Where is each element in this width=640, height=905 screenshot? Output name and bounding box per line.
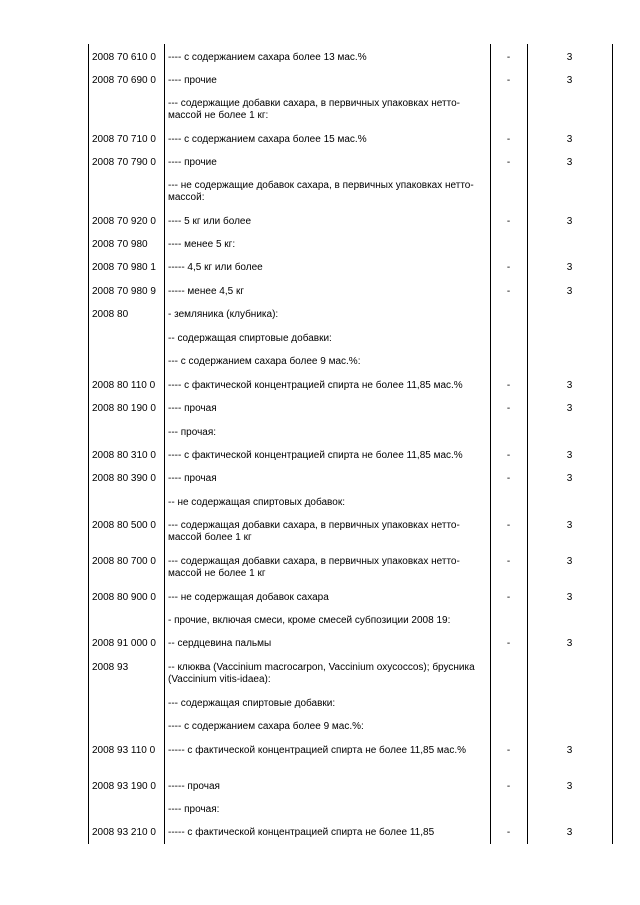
goods-description: ----- с фактической концентрацией спирта не более 11,85 мас.% [168, 745, 467, 756]
duty-rate: 3 [566, 450, 573, 461]
duty-rate: 3 [566, 781, 573, 792]
goods-description: -- клюква (Vaccinium macrocarpon, Vaccinium oxycoccos); брусника (Vaccinium vitis-idaea): [168, 662, 475, 685]
unit-cell: - [506, 827, 511, 838]
goods-description: ---- 5 кг или более [168, 216, 252, 227]
unit-cell: - [506, 157, 511, 168]
duty-rate: 3 [566, 380, 573, 391]
goods-description: ---- с содержанием сахара более 15 мас.% [168, 134, 367, 145]
goods-description: ---- с содержанием сахара более 9 мас.%: [168, 721, 364, 732]
duty-rate: 3 [566, 286, 573, 297]
tariff-code: 2008 70 920 0 [92, 216, 156, 227]
duty-rate: 3 [566, 75, 573, 86]
tariff-code: 2008 93 190 0 [92, 781, 156, 792]
unit-cell: - [506, 781, 511, 792]
goods-description: ---- с фактической концентрацией спирта не более 11,85 мас.% [168, 450, 463, 461]
goods-description: --- прочая: [168, 427, 217, 438]
unit-cell: - [506, 134, 511, 145]
goods-description: ----- с фактической концентрацией спирта не более 11,85 [168, 827, 435, 838]
tariff-code: 2008 93 210 0 [92, 827, 156, 838]
unit-cell: - [506, 592, 511, 603]
goods-description: ---- менее 5 кг: [168, 239, 236, 250]
tariff-code: 2008 80 900 0 [92, 592, 156, 603]
goods-description: --- содержащая добавки сахара, в первичных упаковках нетто-массой не более 1 кг [168, 556, 460, 579]
goods-description: --- содержащие добавки сахара, в первичных упаковках нетто-массой не более 1 кг: [168, 98, 460, 121]
goods-description: -- содержащая спиртовые добавки: [168, 333, 332, 344]
tariff-code: 2008 80 190 0 [92, 403, 156, 414]
tariff-code: 2008 70 690 0 [92, 75, 156, 86]
tariff-code: 2008 80 500 0 [92, 520, 156, 531]
goods-description: ---- прочая: [168, 804, 220, 815]
tariff-code: 2008 70 980 [92, 239, 148, 250]
duty-rate: 3 [566, 403, 573, 414]
duty-rate: 3 [566, 157, 573, 168]
duty-rate: 3 [566, 638, 573, 649]
column-rule-right [612, 44, 613, 844]
unit-cell: - [506, 286, 511, 297]
tariff-code: 2008 80 [92, 309, 129, 320]
unit-cell: - [506, 52, 511, 63]
unit-cell: - [506, 473, 511, 484]
goods-description: ----- 4,5 кг или более [168, 262, 263, 273]
goods-description: ---- прочая [168, 403, 217, 414]
unit-cell: - [506, 216, 511, 227]
goods-description: --- не содержащие добавок сахара, в первичных упаковках нетто-массой: [168, 180, 474, 203]
goods-description: ---- прочие [168, 75, 217, 86]
tariff-code: 2008 80 700 0 [92, 556, 156, 567]
tariff-code: 2008 93 110 0 [92, 745, 156, 756]
duty-rate: 3 [566, 262, 573, 273]
tariff-code: 2008 93 [92, 662, 129, 673]
unit-cell: - [506, 520, 511, 531]
goods-description: -- не содержащая спиртовых добавок: [168, 497, 345, 508]
duty-rate: 3 [566, 827, 573, 838]
column-rule-code [164, 44, 165, 844]
goods-description: --- содержащая спиртовые добавки: [168, 698, 336, 709]
duty-rate: 3 [566, 134, 573, 145]
tariff-code: 2008 70 610 0 [92, 52, 156, 63]
tariff-code: 2008 70 980 1 [92, 262, 156, 273]
goods-description: ----- прочая [168, 781, 220, 792]
tariff-code: 2008 70 710 0 [92, 134, 156, 145]
duty-rate: 3 [566, 520, 573, 531]
goods-description: ---- с фактической концентрацией спирта не более 11,85 мас.% [168, 380, 463, 391]
column-rule-left [88, 44, 89, 844]
tariff-code: 2008 91 000 0 [92, 638, 156, 649]
duty-rate: 3 [566, 52, 573, 63]
unit-cell: - [506, 638, 511, 649]
unit-cell: - [506, 380, 511, 391]
unit-cell: - [506, 262, 511, 273]
duty-rate: 3 [566, 592, 573, 603]
tariff-code: 2008 70 980 9 [92, 286, 156, 297]
goods-description: -- сердцевина пальмы [168, 638, 272, 649]
goods-description: --- содержащая добавки сахара, в первичных упаковках нетто-массой более 1 кг [168, 520, 460, 543]
goods-description: ---- прочая [168, 473, 217, 484]
unit-cell: - [506, 745, 511, 756]
duty-rate: 3 [566, 745, 573, 756]
unit-cell: - [506, 403, 511, 414]
goods-description: --- с содержанием сахара более 9 мас.%: [168, 356, 361, 367]
unit-cell: - [506, 556, 511, 567]
tariff-code: 2008 80 310 0 [92, 450, 156, 461]
goods-description: ----- менее 4,5 кг [168, 286, 244, 297]
unit-cell: - [506, 75, 511, 86]
duty-rate: 3 [566, 216, 573, 227]
tariff-code: 2008 70 790 0 [92, 157, 156, 168]
goods-description: ---- прочие [168, 157, 217, 168]
goods-description: --- не содержащая добавок сахара [168, 592, 329, 603]
tariff-code: 2008 80 110 0 [92, 380, 156, 391]
duty-rate: 3 [566, 556, 573, 567]
tariff-code: 2008 80 390 0 [92, 473, 156, 484]
goods-description: ---- с содержанием сахара более 13 мас.% [168, 52, 367, 63]
unit-cell: - [506, 450, 511, 461]
goods-description: - земляника (клубника): [168, 309, 279, 320]
duty-rate: 3 [566, 473, 573, 484]
goods-description: - прочие, включая смеси, кроме смесей субпозиции 2008 19: [168, 615, 451, 626]
